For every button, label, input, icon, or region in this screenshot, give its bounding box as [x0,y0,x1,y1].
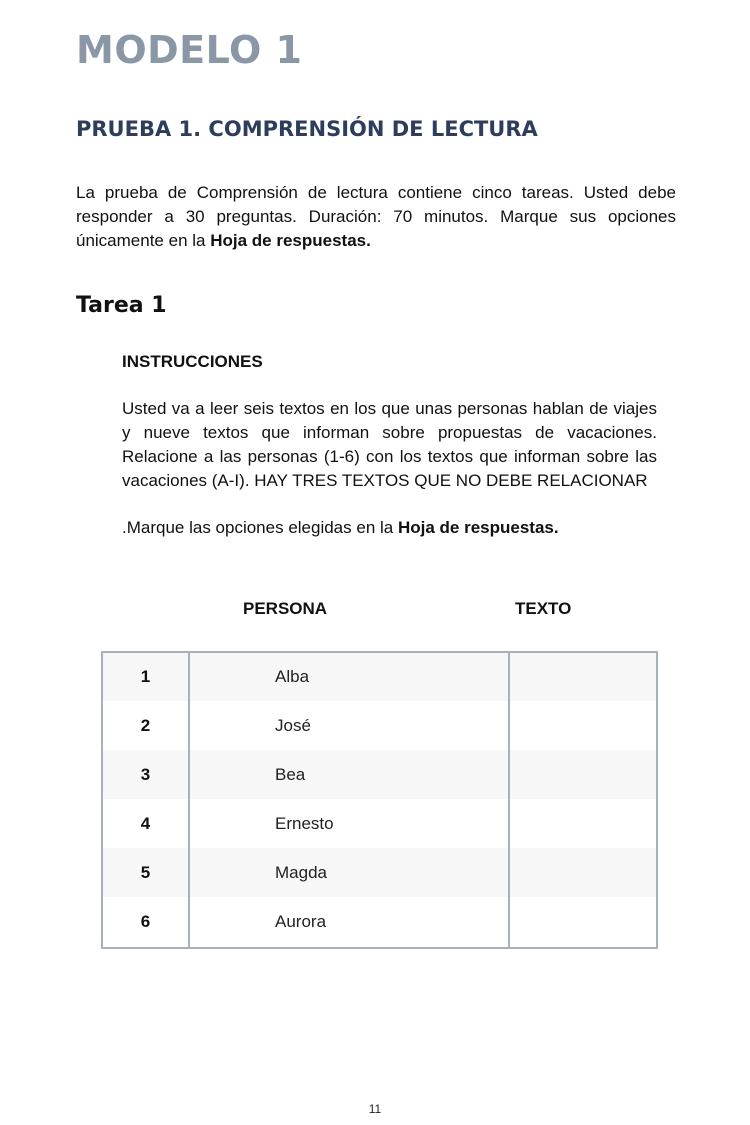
texto-answer-cell[interactable] [509,799,657,848]
row-number: 3 [102,750,189,799]
texto-answer-cell[interactable] [509,897,657,948]
person-name: Ernesto [189,799,509,848]
table-row [102,799,657,848]
answer-table [101,651,658,949]
intro-paragraph [76,181,676,253]
instructions-heading: INSTRUCCIONES [122,352,263,371]
task-title: Tarea 1 [76,293,167,318]
instructions-body: Usted va a leer seis textos en los que unas personas hablan de viajes y nueve textos que informan sobre propuestas de vacaciones. Relacione a las personas (1-6) con los textos que informan sobre las vacaciones (A-I). HAY TRES TEXTOS QUE NO DEBE RELACIONAR [122,399,657,490]
texto-answer-cell[interactable] [509,848,657,897]
intro-answer-sheet-label: Hoja de respuestas. [210,231,371,250]
person-name: José [189,701,509,750]
section-title: PRUEBA 1. COMPRENSIÓN DE LECTURA [76,117,538,141]
person-name: Aurora [189,897,509,948]
row-number: 2 [102,701,189,750]
table-row [102,897,657,948]
row-number: 5 [102,848,189,897]
table-row [102,750,657,799]
table-row [102,848,657,897]
texto-answer-cell[interactable] [509,701,657,750]
texto-answer-cell[interactable] [509,750,657,799]
page-number: 11 [368,1102,382,1116]
table-row [102,701,657,750]
person-name: Magda [189,848,509,897]
column-header-texto: TEXTO [515,599,572,618]
row-number: 4 [102,799,189,848]
person-name: Alba [189,652,509,701]
document-heading: MODELO 1 [76,28,303,72]
person-name: Bea [189,750,509,799]
column-header-persona: PERSONA [243,599,328,618]
mark-note-text: .Marque las opciones elegidas en la [122,518,398,537]
texto-answer-cell[interactable] [509,652,657,701]
mark-note-answer-sheet-label: Hoja de respuestas. [397,518,559,537]
row-number: 1 [102,652,189,701]
instructions-mark-note [122,516,559,540]
intro-text: La prueba de Comprensión de lectura contiene cinco tareas. Usted debe responder a 30 preguntas. Duración: 70 minutos. Marque sus opciones únicamente en la [76,183,676,250]
table-row [102,652,657,701]
row-number: 6 [102,897,189,948]
